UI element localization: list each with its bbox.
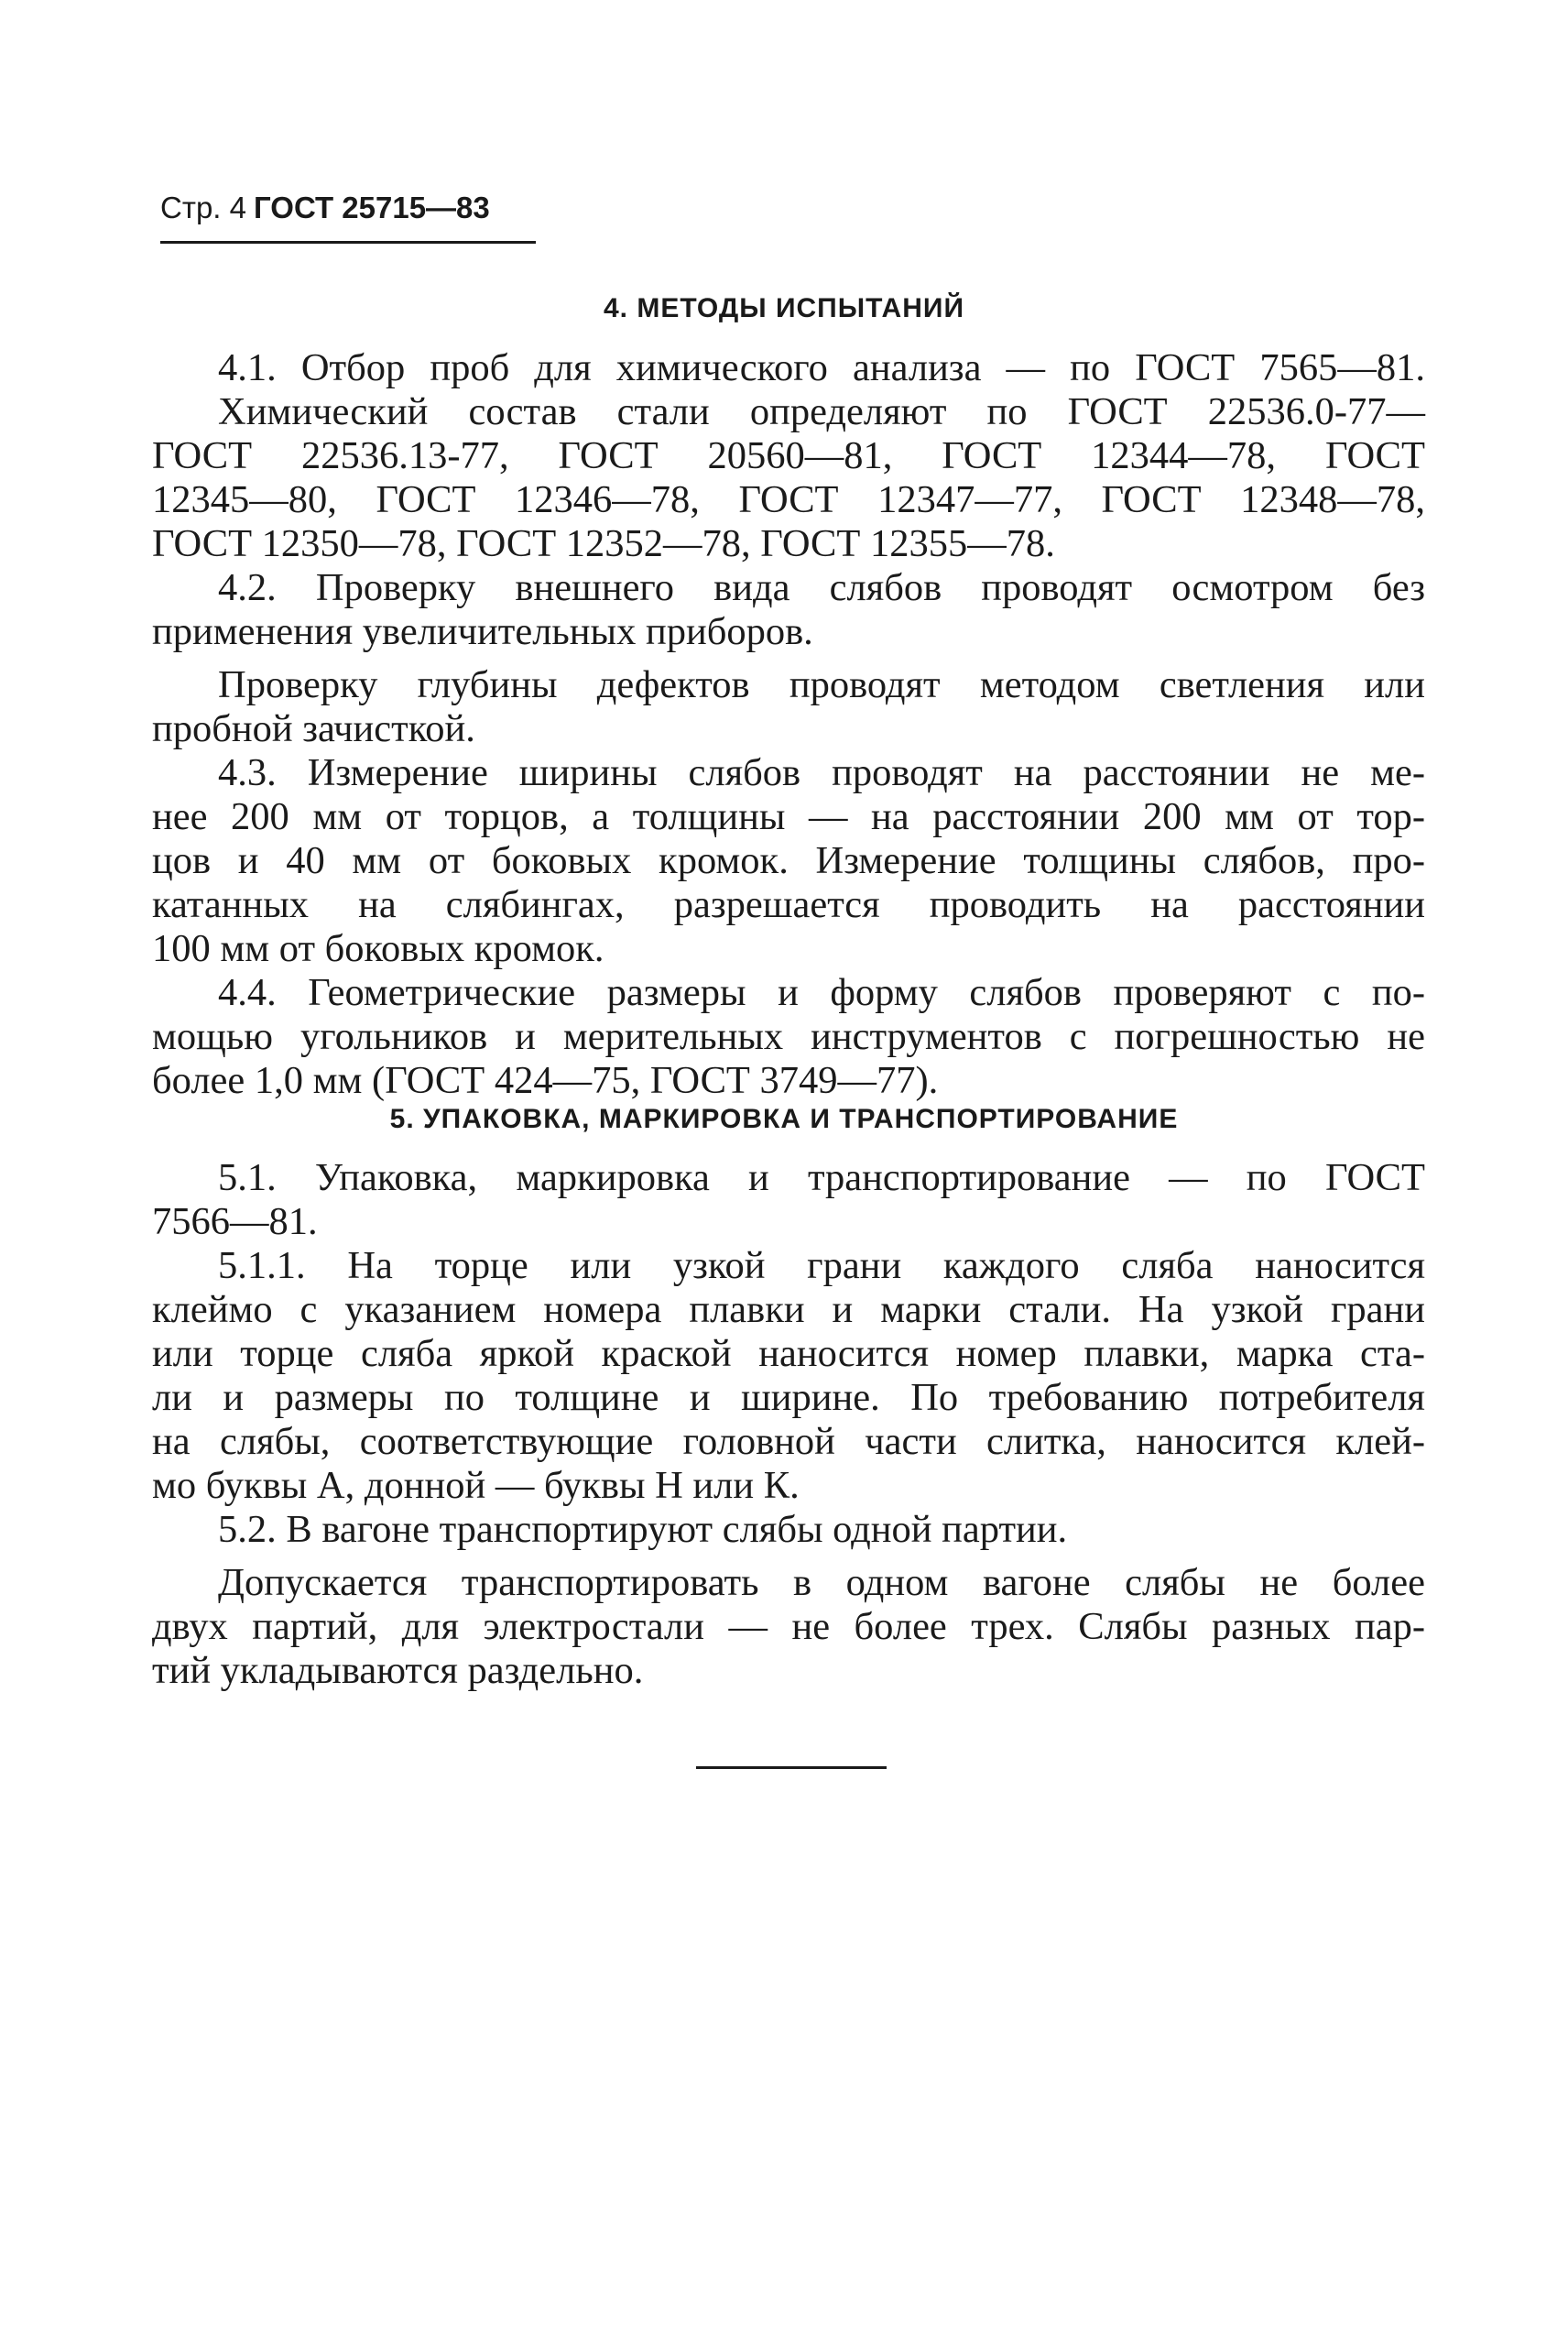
text-line: более 1,0 мм (ГОСТ 424—75, ГОСТ 3749—77). — [152, 1059, 939, 1102]
text-line: применения увеличительных приборов. — [152, 610, 813, 653]
text-line: 12345—80, ГОСТ 12346—78, ГОСТ 12347—77, ГОСТ 12348—78, — [152, 478, 1425, 521]
page-header — [160, 188, 536, 244]
text-line: цов и 40 мм от боковых кромок. Измерение толщины слябов, про- — [152, 839, 1425, 882]
text-line: 4.2. Проверку внешнего вида слябов проводят осмотром без — [218, 566, 1425, 609]
page-number-label: Стр. 4 — [160, 191, 246, 224]
section-4-heading: 4. МЕТОДЫ ИСПЫТАНИЙ — [604, 293, 964, 323]
text-line: 5.2. В вагоне транспортируют слябы одной партии. — [218, 1508, 1068, 1551]
text-line: Допускается транспортировать в одном вагоне слябы не более — [218, 1561, 1425, 1604]
text-line: ли и размеры по толщине и ширине. По требованию потребителя — [152, 1376, 1425, 1419]
text-line: мощью угольников и мерительных инструментов с погрешностью не — [152, 1015, 1425, 1058]
text-line: на слябы, соответствующие головной части слитка, наносится клей- — [152, 1420, 1425, 1463]
text-line: клеймо с указанием номера плавки и марки стали. На узкой грани — [152, 1288, 1425, 1331]
text-line: 100 мм от боковых кромок. — [152, 927, 604, 970]
text-line: пробной зачисткой. — [152, 707, 475, 750]
text-line: 4.3. Измерение ширины слябов проводят на расстоянии не ме- — [218, 751, 1425, 794]
text-line: 5.1.1. На торце или узкой грани каждого сляба наносится — [218, 1244, 1425, 1287]
text-line: Проверку глубины дефектов проводят методом светления или — [218, 663, 1425, 706]
text-line: 4.4. Геометрические размеры и форму слябов проверяют с по- — [218, 971, 1425, 1014]
section-5-heading: 5. УПАКОВКА, МАРКИРОВКА И ТРАНСПОРТИРОВАНИЕ — [389, 1104, 1179, 1134]
standard-number: ГОСТ 25715—83 — [254, 191, 490, 224]
section-5-body — [152, 1156, 1425, 1693]
end-divider — [696, 1766, 887, 1769]
text-line: или торце сляба яркой краской наносится номер плавки, марка ста- — [152, 1332, 1425, 1375]
text-line: ГОСТ 12350—78, ГОСТ 12352—78, ГОСТ 12355—78. — [152, 522, 1055, 565]
text-line: 4.1. Отбор проб для химического анализа — по ГОСТ 7565—81. — [218, 346, 1425, 389]
text-line: двух партий, для электростали — не более трех. Слябы разных пар- — [152, 1605, 1425, 1648]
text-line: нее 200 мм от торцов, а толщины — на расстоянии 200 мм от тор- — [152, 795, 1425, 838]
text-line: тий укладываются раздельно. — [152, 1649, 644, 1692]
text-line: 7566—81. — [152, 1200, 318, 1243]
text-line: Химический состав стали определяют по ГОСТ 22536.0-77— — [218, 390, 1425, 433]
text-line: 5.1. Упаковка, маркировка и транспортирование — по ГОСТ — [218, 1156, 1425, 1199]
text-line: катанных на слябингах, разрешается проводить на расстоянии — [152, 883, 1425, 926]
text-line: мо буквы А, донной — буквы Н или К. — [152, 1464, 800, 1507]
section-4-body — [152, 346, 1425, 1103]
text-line: ГОСТ 22536.13-77, ГОСТ 20560—81, ГОСТ 12344—78, ГОСТ — [152, 434, 1425, 477]
